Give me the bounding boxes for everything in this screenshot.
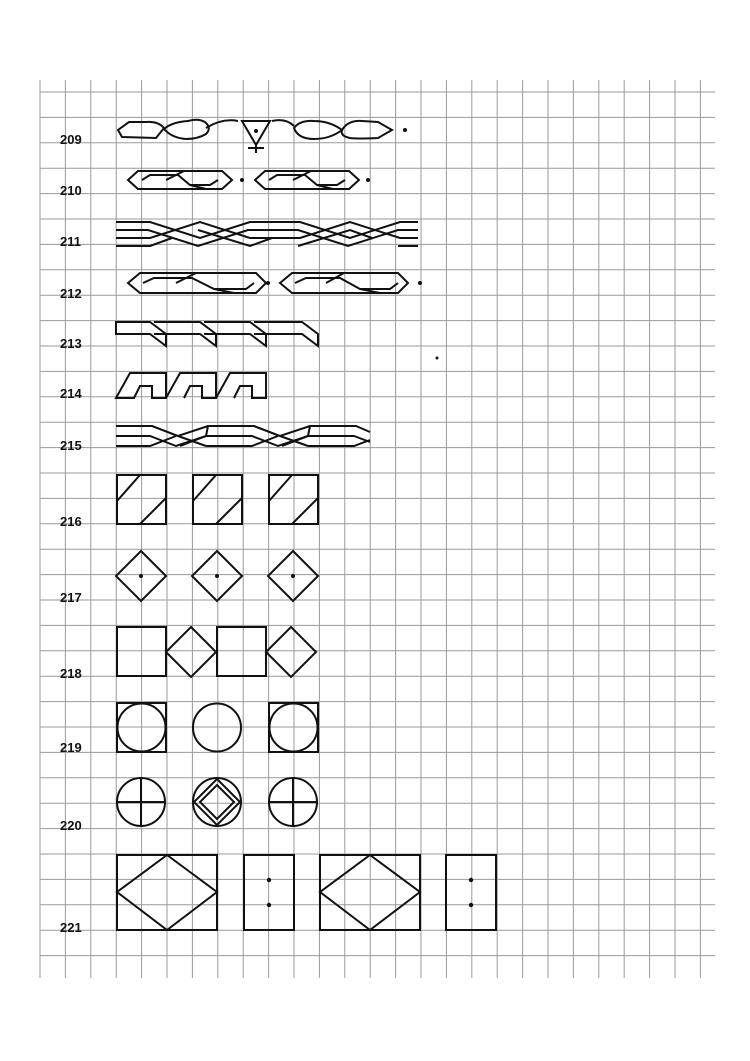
pattern-218-square-diamond bbox=[117, 627, 316, 677]
exercise-number-213: 213 bbox=[60, 336, 82, 351]
exercise-number-211: 211 bbox=[60, 234, 81, 249]
pattern-212-dots bbox=[266, 281, 422, 285]
pattern-211-braided-band bbox=[116, 222, 418, 246]
exercise-number-220: 220 bbox=[60, 818, 82, 833]
exercise-labels bbox=[60, 132, 82, 935]
exercise-number-216: 216 bbox=[60, 514, 82, 529]
exercise-number-217: 217 bbox=[60, 590, 82, 605]
exercise-number-221: 221 bbox=[60, 920, 82, 935]
pattern-221-rectangles-rhombus bbox=[117, 855, 496, 930]
exercise-number-218: 218 bbox=[60, 666, 82, 681]
pattern-210-dots bbox=[240, 178, 370, 182]
exercise-number-210: 210 bbox=[60, 183, 82, 198]
pattern-209-dots bbox=[254, 128, 407, 133]
grid-paper bbox=[40, 80, 715, 978]
exercise-number-219: 219 bbox=[60, 740, 82, 755]
pattern-220-circles-cross bbox=[117, 778, 317, 826]
pattern-209-heart-chain bbox=[118, 120, 392, 153]
paper-speck bbox=[436, 357, 439, 360]
exercise-number-212: 212 bbox=[60, 286, 82, 301]
pattern-213-slanted-strips bbox=[116, 322, 318, 346]
exercise-number-209: 209 bbox=[60, 132, 82, 147]
exercise-number-214: 214 bbox=[60, 386, 82, 401]
exercise-number-215: 215 bbox=[60, 438, 82, 453]
